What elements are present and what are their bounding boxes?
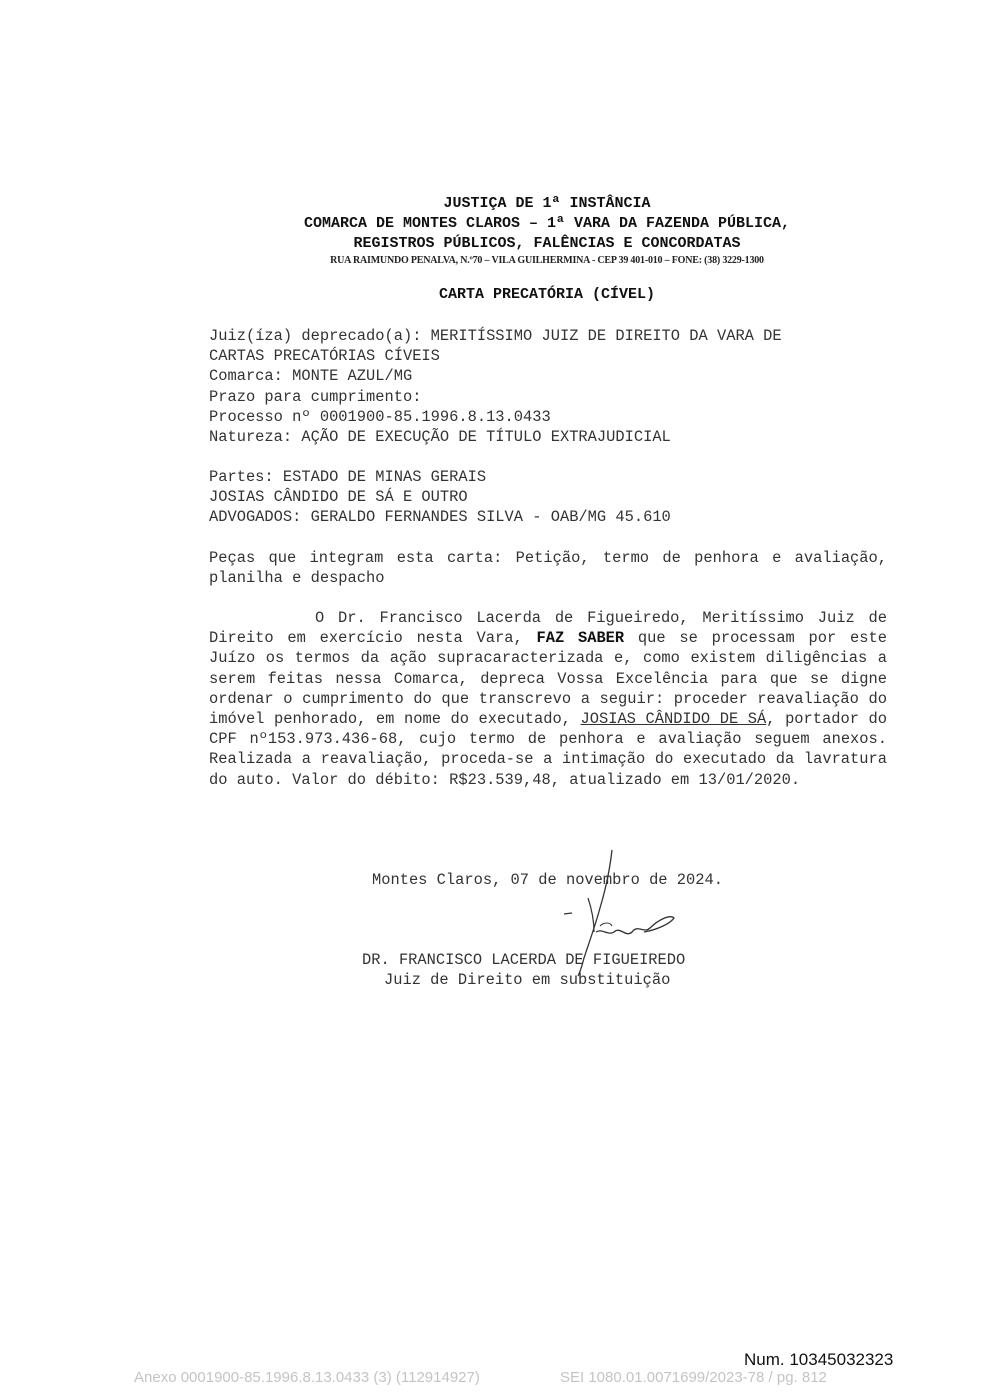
case-info-block [209, 326, 889, 447]
comarca-line: Comarca: MONTE AZUL/MG [209, 367, 413, 386]
document-number: Num. 10345032323 [744, 1350, 894, 1369]
sei-reference: SEI 1080.01.0071699/2023-78 / pg. 812 [560, 1369, 827, 1386]
second-party-line: JOSIAS CÂNDIDO DE SÁ E OUTRO [209, 488, 468, 507]
body-paragraph [209, 608, 887, 790]
signer-name: DR. FRANCISCO LACERDA DE FIGUEIREDO [362, 951, 686, 969]
advogados-line: ADVOGADOS: GERALDO FERNANDES SILVA - OAB/MG 45.610 [209, 508, 671, 527]
natureza-line: Natureza: AÇÃO DE EXECUÇÃO DE TÍTULO EXTRAJUDICIAL [209, 428, 671, 447]
body-part1: O Dr. Francisco Lacerda de Figueiredo, Meritíssimo Juiz de Direito em exercício nesta Vara, [209, 609, 887, 648]
annex-reference: Anexo 0001900-85.1996.8.13.0433 (3) (112914927) [134, 1369, 480, 1386]
parties-block [209, 467, 889, 528]
body-part2: que se processam por este Juízo os termos da ação supracaracterizada e, como existem diligências a serem feitas nessa Comarca, depreca Vossa Excelência para que se digne ordenar o cumprimento do que transcrevo a seguir: proceder reavaliação do imóvel penhorado, em nome do executado, [209, 629, 887, 729]
faz-saber-text: FAZ SABER [536, 629, 625, 648]
processo-line: Processo nº 0001900-85.1996.8.13.0433 [209, 407, 551, 426]
court-header-line3: REGISTROS PÚBLICOS, FALÊNCIAS E CONCORDATAS [353, 235, 741, 252]
court-header-line2: COMARCA DE MONTES CLAROS – 1ª VARA DA FAZENDA PÚBLICA, [303, 215, 791, 232]
signer-role: Juiz de Direito em substituição [384, 971, 671, 989]
deprecated-judge-line1: Juiz(íza) deprecado(a): MERITÍSSIMO JUIZ DE DIREITO DA VARA DE [209, 327, 782, 345]
body-part3: , portador do CPF nº153.973.436-68, cujo termo de penhora e avaliação seguem anexos. Realizada a reavaliação, proceda-se a intimação do executado da lavratura do auto. Valor do débito: R$23.539,48, atualizado em 13/01/2020. [209, 710, 888, 789]
executado-name: JOSIAS CÂNDIDO DE SÁ [580, 710, 767, 729]
court-address: RUA RAIMUNDO PENALVA, N.º70 – VILA GUILHERMINA - CEP 39 401-010 – FONE: (38) 3229-1300 [330, 255, 764, 266]
document-title: CARTA PRECATÓRIA (CÍVEL) [438, 286, 656, 303]
court-header-line1: JUSTIÇA DE 1ª INSTÂNCIA [443, 195, 651, 212]
partes-line: Partes: ESTADO DE MINAS GERAIS [209, 468, 487, 486]
deprecated-judge-line2: CARTAS PRECATÓRIAS CÍVEIS [209, 347, 440, 366]
pieces-paragraph: Peças que integram esta carta: Petição, termo de penhora e avaliação, planilha e despacho [209, 549, 887, 588]
place-date: Montes Claros, 07 de novembro de 2024. [372, 871, 723, 889]
prazo-line: Prazo para cumprimento: [209, 387, 422, 406]
